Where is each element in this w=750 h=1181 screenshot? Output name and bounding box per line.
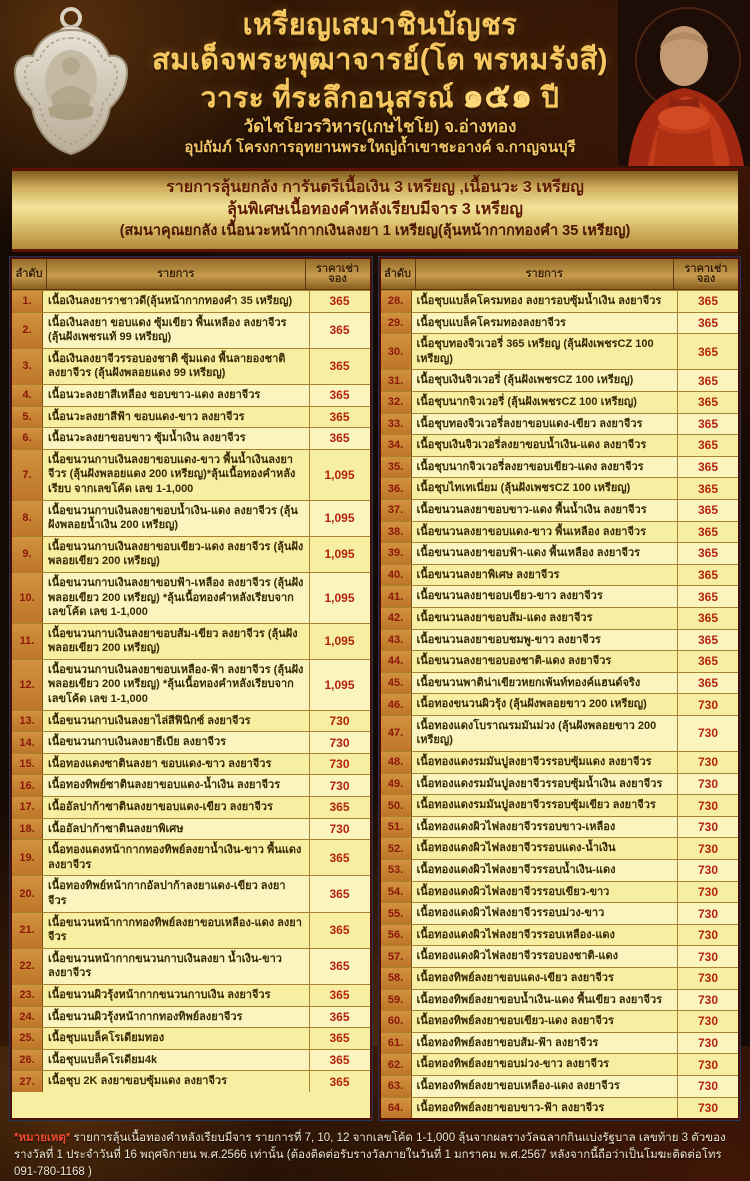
row-number: 20.: [12, 876, 43, 911]
row-number: 10.: [12, 573, 43, 623]
row-item: เนื้อเงินลงยา ขอบแดง ซุ้มเขียว พื้นเหลือง ลงยาจีวร (ลุ้นฝังเพชรแท้ 99 เหรียญ): [43, 313, 310, 348]
table-row: [12, 984, 370, 1006]
row-number: 59.: [381, 990, 412, 1011]
table-row: [381, 672, 739, 694]
row-number: 27.: [12, 1071, 43, 1092]
row-item: เนื้อทองทิพย์ลงยาขอบเหลือง-แดง ลงยาจีวร: [412, 1076, 679, 1097]
table-row: [381, 477, 739, 499]
table-row: [12, 753, 370, 775]
table-body-left: [12, 290, 370, 1118]
row-item: เนื้อทองแดงผิวไฟลงยาจีวรรอบน้ำเงิน-แดง: [412, 860, 679, 881]
table-row: [381, 413, 739, 435]
row-item: เนื้อทองทิพย์ลงยาขอบส้ม-ฟ้า ลงยาจีวร: [412, 1033, 679, 1054]
row-price: 730: [678, 990, 738, 1011]
row-item: เนื้อทองทิพย์ลงยาขอบขาว-ฟ้า ลงยาจีวร: [412, 1098, 679, 1119]
row-price: 730: [678, 774, 738, 795]
note-text: รายการลุ้นเนื้อทองคำหลังเรียบมีจาร รายการที่ 7, 10, 12 จากเลขโค้ด 1-1,000 ลุ้นจากผลรางวัลฉลากกินแบ่งรัฐบาล เลขท้าย 3 ตัวของรางวัลที่ 1 ประจำวันที่ 16 พฤศจิกายน พ.ศ.2566 เท่านั้น (ต้องติดต่อรับรางวัลภายในวันที่ 1 มกราคม พ.ศ.2567 หลังจากนี้ถือว่าเป็นโมฆะติดต่อโทร 091-780-1168 ): [14, 1132, 726, 1179]
monk-photo: [618, 0, 750, 166]
row-item: เนื้อชุบแบล็คโครมทองลงยาจีวร: [412, 313, 679, 334]
banner-line3: (สมนาคุณยกลัง เนื้อนวะหน้ากากเงินลงยา 1 เหรียญ(ลุ้นหน้ากากทองคำ 35 เหรียญ): [119, 223, 631, 239]
row-item: เนื้อทองแดงหน้ากากทองทิพย์ลงยาน้ำเงิน-ขาว พื้นแดง ลงยาจีวร: [43, 840, 310, 875]
row-price: 365: [329, 850, 350, 865]
table-row: [12, 796, 370, 818]
banner-line2: ลุ้นพิเศษเนื้อทองคำหลังเรียบมีจาร 3 เหรียญ: [227, 201, 523, 218]
row-item: เนื้อชุบเงินจิวเวอรี่ (ลุ้นฝังเพชรCZ 100 เหรียญ): [412, 370, 679, 391]
row-price: 1,095: [310, 573, 370, 623]
row-item: เนื้อทองแดงผิวไฟลงยาจีวรรอบเหลือง-แดง: [412, 925, 679, 946]
row-item: เนื้อทองแดงรมมันปูลงยาจีวรรอบซุ้มแดง ลงยาจีวร: [412, 752, 679, 773]
table-row: [12, 290, 370, 312]
row-item: เนื้อขนวนกาบเงินลงยาขอบแดง-ขาว พื้นน้ำเงินลงยาจีวร (ลุ้นฝังพลอยแดง 200 เหรียญ)*ลุ้นเนื้อทองคำหลังเรียบ จากเลขโค้ด เลข 1-1,000: [43, 450, 310, 500]
table-row: [12, 500, 370, 536]
note-label: *หมายเหตุ*: [14, 1132, 71, 1145]
row-price: 730: [697, 1057, 719, 1072]
row-item: เนื้อขนวนหน้ากากขนวนกาบเงินลงยา น้ำเงิน-ขาว ลงยาจีวร: [43, 949, 310, 984]
row-price: 1,095: [310, 660, 370, 710]
row-number: 51.: [381, 817, 412, 838]
row-price: 730: [678, 716, 738, 751]
table-row: [381, 456, 739, 478]
row-item: เนื้อทองขนวนผิวรุ้ง (ลุ้นฝังพลอยขาว 200 เหรียญ): [412, 694, 679, 715]
row-number: 21.: [12, 913, 43, 948]
row-price: 730: [310, 732, 370, 753]
row-price: 730: [697, 697, 719, 712]
row-number: 45.: [381, 673, 412, 694]
table-header-row: [381, 259, 739, 290]
table-row: [381, 333, 739, 369]
row-price: 365: [697, 568, 719, 583]
row-price: 365: [697, 611, 719, 626]
row-item: เนื้อชุบ 2K ลงยาขอบซุ้มแดง ลงยาจีวร: [43, 1071, 310, 1092]
row-number: 44.: [381, 651, 412, 672]
row-number: 57.: [381, 946, 412, 967]
row-number: 24.: [12, 1007, 43, 1028]
row-item: เนื้อขนวนลงยาขอบชมพู-ขาว ลงยาจีวร: [412, 630, 679, 651]
table-row: [381, 1097, 739, 1119]
table-row: [12, 427, 370, 449]
row-number: 4.: [12, 385, 43, 406]
title-line3-prefix: วาระ ที่ระลึกอนุสรณ์: [200, 82, 455, 113]
row-number: 53.: [381, 860, 412, 881]
table-row: [12, 623, 370, 659]
row-item: เนื้อทองแดงโบราณรมมันม่วง (ลุ้นฝังพลอยขาว 200 เหรียญ): [412, 716, 679, 751]
row-price: 365: [678, 673, 738, 694]
table-row: [381, 837, 739, 859]
row-number: 56.: [381, 925, 412, 946]
table-row: [381, 629, 739, 651]
title-block: [130, 8, 630, 158]
table-row: [381, 715, 739, 751]
amulet-image: [6, 4, 136, 164]
row-item: เนื้อขนวนหน้ากากทองทิพย์ลงยาขอบเหลือง-แดง ลงยาจีวร: [43, 913, 310, 948]
row-number: 28.: [381, 291, 412, 312]
row-price: 365: [310, 1007, 370, 1028]
table-row: [12, 839, 370, 875]
row-price: 365: [310, 385, 370, 406]
table-row: [381, 650, 739, 672]
price-table-right: [379, 257, 741, 1120]
row-item: เนื้อทองแดงผิวไฟลงยาจีวรรอบเขียว-ขาว: [412, 882, 679, 903]
table-row: [381, 434, 739, 456]
poster-title-line1: เหรียญเสมาชินบัญชร: [242, 9, 518, 41]
row-number: 31.: [381, 370, 412, 391]
row-number: 2.: [12, 313, 43, 348]
row-item: เนื้อเงินลงยาราชาวดี(ลุ้นหน้ากากทองคำ 35 เหรียญ): [43, 291, 310, 312]
table-row: [381, 924, 739, 946]
row-price: 730: [697, 971, 719, 986]
row-number: 36.: [381, 478, 412, 499]
poster-title-line3: [130, 78, 630, 116]
row-item: เนื้อนวะลงยาสีเหลือง ขอบขาว-แดง ลงยาจีวร: [43, 385, 310, 406]
row-price: 365: [329, 923, 350, 938]
row-price: 730: [678, 1076, 738, 1097]
row-price: 1,095: [324, 467, 355, 482]
title-line3-suffix: ปี: [541, 82, 560, 113]
row-item: เนื้อขนวนลงยาขอบแดง-ขาว พื้นเหลือง ลงยาจีวร: [412, 522, 679, 543]
row-number: 32.: [381, 392, 412, 413]
row-price: 365: [329, 1074, 350, 1089]
row-item: เนื้อทองแดงผิวไฟลงยาจีวรรอบองชาติ-แดง: [412, 946, 679, 967]
row-item: เนื้อขนวนกาบเงินลงยาธีเบีย ลงยาจีวร: [43, 732, 310, 753]
row-price: 730: [678, 903, 738, 924]
row-item: เนื้อชุบแบล็คโครมทอง ลงยารอบซุ้มน้ำเงิน ลงยาจีวร: [412, 291, 679, 312]
row-item: เนื้อขนวนลงยาขอบฟ้า-แดง พื้นเหลือง ลงยาจีวร: [412, 543, 679, 564]
poster-title-line2: สมเด็จพระพุฒาจารย์(โต พรหมรังสี): [152, 44, 608, 76]
row-price: 365: [678, 313, 738, 334]
row-number: 3.: [12, 349, 43, 384]
table-row: [381, 967, 739, 989]
row-price: 730: [697, 798, 719, 813]
row-number: 18.: [12, 819, 43, 840]
table-row: [381, 945, 739, 967]
row-number: 13.: [12, 711, 43, 732]
table-row: [12, 449, 370, 500]
row-number: 6.: [12, 428, 43, 449]
row-item: เนื้อทองทิพย์หน้ากากอัลปาก้าลงยาแดง-เขียว ลงยาจีวร: [43, 876, 310, 911]
row-item: เนื้อนวะลงยาสีฟ้า ขอบแดง-ขาว ลงยาจีวร: [43, 407, 310, 428]
row-number: 40.: [381, 565, 412, 586]
table-row: [12, 774, 370, 796]
row-price: 730: [310, 775, 370, 796]
row-item: เนื้อชุบนากจิวเวอรี่ลงยาขอบเขียว-แดง ลงยาจีวร: [412, 457, 679, 478]
row-item: เนื้อชุบแบล็คโรเดียม4k: [43, 1050, 310, 1071]
row-price: 730: [310, 819, 370, 840]
row-number: 43.: [381, 630, 412, 651]
table-row: [12, 1006, 370, 1028]
row-number: 48.: [381, 752, 412, 773]
row-item: เนื้อขนวนลงยาขอบส้ม-แดง ลงยาจีวร: [412, 608, 679, 629]
row-price: 365: [697, 654, 719, 669]
table-row: [381, 794, 739, 816]
row-number: 30.: [381, 334, 412, 369]
row-item: เนื้อชุบทองจิวเวอรี่ 365 เหรียญ (ลุ้นฝังเพชรCZ 100 เหรียญ): [412, 334, 679, 369]
row-price: 365: [678, 630, 738, 651]
header-price: ราคาเช่าจอง: [684, 263, 728, 285]
row-item: เนื้อขนวนกาบเงินลงยาไล่สีฟินิกซ์ ลงยาจีวร: [43, 711, 310, 732]
footer-note: [14, 1130, 736, 1181]
row-number: 23.: [12, 985, 43, 1006]
row-number: 37.: [381, 500, 412, 521]
row-item: เนื้ออัลปาก้าซาตินลงยาพิเศษ: [43, 819, 310, 840]
table-row: [12, 659, 370, 710]
promo-banner: [12, 168, 738, 252]
row-item: เนื้อขนวนกาบเงินลงยาขอบเขียว-แดง ลงยาจีวร (ลุ้นฝังพลอยเขียว 200 เหรียญ): [43, 537, 310, 572]
row-number: 64.: [381, 1098, 412, 1119]
table-row: [381, 564, 739, 586]
row-number: 50.: [381, 795, 412, 816]
sema-amulet-icon: [6, 4, 136, 164]
row-price: 730: [697, 884, 719, 899]
row-item: เนื้อทองแดงรมมันปูลงยาจีวรรอบซุ้มเขียว ลงยาจีวร: [412, 795, 679, 816]
table-row: [381, 290, 739, 312]
table-row: [12, 710, 370, 732]
table-row: [12, 348, 370, 384]
row-item: เนื้อขนวนลงยาขอบขาว-แดง พื้นน้ำเงิน ลงยาจีวร: [412, 500, 679, 521]
row-number: 5.: [12, 407, 43, 428]
row-number: 11.: [12, 624, 43, 659]
row-item: เนื้อนวะลงยาขอบขาว ซุ้มน้ำเงิน ลงยาจีวร: [43, 428, 310, 449]
row-price: 730: [678, 860, 738, 881]
row-item: เนื้อทองทิพย์ลงยาขอบน้ำเงิน-แดง พื้นเขียว ลงยาจีวร: [412, 990, 679, 1011]
header-item: รายการ: [416, 259, 675, 289]
row-item: เนื้อขนวนพาติน่าเขียวหยกเพ้นท์ทองค์แฮนด์จริง: [412, 673, 679, 694]
row-price: 365: [697, 438, 719, 453]
row-number: 1.: [12, 291, 43, 312]
table-row: [381, 542, 739, 564]
price-tables: [10, 257, 740, 1120]
table-row: [381, 499, 739, 521]
row-number: 35.: [381, 457, 412, 478]
row-price: 365: [697, 481, 719, 496]
row-number: 22.: [12, 949, 43, 984]
table-row: [12, 384, 370, 406]
row-price: 365: [329, 800, 350, 815]
row-price: 730: [329, 713, 350, 728]
row-price: 365: [329, 1031, 350, 1046]
header: [0, 0, 750, 166]
table-row: [381, 751, 739, 773]
row-price: 1,095: [324, 547, 355, 562]
table-row: [381, 391, 739, 413]
row-price: 365: [310, 949, 370, 984]
row-item: เนื้อทองแดงผิวไฟลงยาจีวรรอบขาว-เหลือง: [412, 817, 679, 838]
header-no: ลำดับ: [381, 259, 416, 289]
row-item: เนื้อชุบแบล็คโรเดียมทอง: [43, 1028, 310, 1049]
row-price: 365: [329, 294, 350, 309]
table-row: [381, 989, 739, 1011]
row-item: เนื้ออัลปาก้าซาตินลงยาขอบแดง-เขียว ลงยาจีวร: [43, 797, 310, 818]
banner-line1: รายการลุ้นยกลัง การันตรีเนื้อเงิน 3 เหรียญ ,เนื้อนวะ 3 เหรียญ: [166, 179, 584, 196]
table-body-right: [381, 290, 739, 1118]
row-item: เนื้อขนวนลงยาขอบองชาติ-แดง ลงยาจีวร: [412, 651, 679, 672]
table-row: [381, 521, 739, 543]
row-number: 19.: [12, 840, 43, 875]
table-row: [12, 875, 370, 911]
row-item: เนื้อชุบทองจิวเวอรี่ลงยาขอบแดง-เขียว ลงยาจีวร: [412, 414, 679, 435]
row-number: 52.: [381, 838, 412, 859]
row-price: 365: [329, 359, 350, 374]
row-number: 42.: [381, 608, 412, 629]
header-no: ลำดับ: [12, 259, 47, 289]
sponsor-line: อุปถัมภ์ โครงการอุทยานพระใหญ่ถ้ำเขาชะอางค์ จ.กาญจนบุรี: [184, 139, 576, 156]
row-item: เนื้อขนวนผิวรุ้งหน้ากากขนวนกาบเงิน ลงยาจีวร: [43, 985, 310, 1006]
row-item: เนื้อทองแดงผิวไฟลงยาจีวรรอบม่วง-ขาว: [412, 903, 679, 924]
row-item: เนื้อขนวนกาบเงินลงยาขอบเหลือง-ฟ้า ลงยาจีวร (ลุ้นฝังพลอยเขียว 200 เหรียญ) *ลุ้นเนื้อทองคำหลังเรียบจากเลขโค้ด เลข 1-1,000: [43, 660, 310, 710]
row-price: 730: [697, 841, 719, 856]
table-row: [12, 1049, 370, 1071]
table-header-row: [12, 259, 370, 290]
row-price: 365: [310, 313, 370, 348]
table-row: [12, 1070, 370, 1092]
row-item: เนื้อทองแดงรมมันปูลงยาจีวรรอบซุ้มน้ำเงิน ลงยาจีวร: [412, 774, 679, 795]
row-item: เนื้อเงินลงยาจีวรรอบองชาติ ซุ้มแดง พื้นลายองชาติ ลงยาจีวร (ลุ้นฝังพลอยแดง 99 เหรียญ): [43, 349, 310, 384]
table-row: [12, 818, 370, 840]
row-item: เนื้อทองทิพย์ลงยาขอบแดง-เขียว ลงยาจีวร: [412, 968, 679, 989]
table-row: [381, 1075, 739, 1097]
table-row: [381, 312, 739, 334]
header-price: ราคาเช่าจอง: [315, 263, 360, 285]
row-price: 730: [697, 755, 719, 770]
row-number: 12.: [12, 660, 43, 710]
table-row: [381, 1010, 739, 1032]
table-row: [381, 369, 739, 391]
row-item: เนื้อขนวนกาบเงินลงยาขอบฟ้า-เหลือง ลงยาจีวร (ลุ้นฝังพลอยเขียว 200 เหรียญ) *ลุ้นเนื้อทองคำหลังเรียบจากเลขโค้ด เลข 1-1,000: [43, 573, 310, 623]
row-price: 1,095: [324, 634, 355, 649]
temple-name: วัดไชโยวรวิหาร(เกษไชโย) จ.อ่างทอง: [243, 117, 517, 136]
row-item: เนื้อทองทิพย์ลงยาขอบเขียว-แดง ลงยาจีวร: [412, 1011, 679, 1032]
row-price: 730: [697, 1100, 719, 1115]
row-price: 365: [678, 586, 738, 607]
row-number: 9.: [12, 537, 43, 572]
table-row: [381, 1053, 739, 1075]
row-price: 365: [310, 876, 370, 911]
row-price: 730: [697, 1014, 719, 1029]
table-row: [381, 881, 739, 903]
row-price: 365: [697, 524, 719, 539]
row-price: 365: [697, 294, 719, 309]
row-number: 54.: [381, 882, 412, 903]
table-row: [12, 312, 370, 348]
row-number: 33.: [381, 414, 412, 435]
row-number: 60.: [381, 1011, 412, 1032]
row-number: 29.: [381, 313, 412, 334]
row-price: 365: [678, 370, 738, 391]
row-number: 61.: [381, 1033, 412, 1054]
row-number: 25.: [12, 1028, 43, 1049]
row-number: 34.: [381, 435, 412, 456]
row-number: 46.: [381, 694, 412, 715]
row-price: 365: [678, 457, 738, 478]
row-number: 55.: [381, 903, 412, 924]
row-price: 730: [678, 817, 738, 838]
row-price: 365: [310, 428, 370, 449]
row-number: 58.: [381, 968, 412, 989]
table-row: [12, 406, 370, 428]
price-table-left: [10, 257, 372, 1120]
anniversary-number: ๑๕๑: [462, 77, 533, 115]
table-row: [381, 1032, 739, 1054]
row-price: 365: [329, 988, 350, 1003]
row-item: เนื้อทองแดงซาตินลงยา ขอบแดง-ขาว ลงยาจีวร: [43, 754, 310, 775]
table-row: [12, 731, 370, 753]
table-row: [12, 536, 370, 572]
row-price: 730: [678, 946, 738, 967]
row-number: 17.: [12, 797, 43, 818]
table-row: [381, 585, 739, 607]
row-number: 14.: [12, 732, 43, 753]
table-row: [12, 572, 370, 623]
row-item: เนื้อชุบนากจิวเวอรี่ (ลุ้นฝังเพชรCZ 100 เหรียญ): [412, 392, 679, 413]
row-item: เนื้อขนวนลงยาขอบเขียว-ขาว ลงยาจีวร: [412, 586, 679, 607]
table-row: [381, 607, 739, 629]
row-number: 63.: [381, 1076, 412, 1097]
header-item: รายการ: [47, 259, 306, 289]
row-price: 730: [329, 757, 350, 772]
row-number: 47.: [381, 716, 412, 751]
row-number: 8.: [12, 501, 43, 536]
row-number: 15.: [12, 754, 43, 775]
row-number: 49.: [381, 774, 412, 795]
row-item: เนื้อชุบเงินจิวเวอรี่ลงยาขอบน้ำเงิน-แดง ลงยาจีวร: [412, 435, 679, 456]
row-number: 16.: [12, 775, 43, 796]
row-item: เนื้อขนวนกาบเงินลงยาขอบน้ำเงิน-แดง ลงยาจีวร (ลุ้นฝังพลอยน้ำเงิน 200 เหรียญ): [43, 501, 310, 536]
row-price: 730: [697, 928, 719, 943]
row-item: เนื้อทองแดงผิวไฟลงยาจีวรรอบแดง-น้ำเงิน: [412, 838, 679, 859]
row-number: 39.: [381, 543, 412, 564]
row-number: 62.: [381, 1054, 412, 1075]
table-row: [12, 948, 370, 984]
row-item: เนื้อทองทิพย์ลงยาขอบม่วง-ขาว ลงยาจีวร: [412, 1054, 679, 1075]
row-price: 365: [697, 395, 719, 410]
row-price: 365: [678, 414, 738, 435]
table-row: [381, 816, 739, 838]
row-price: 365: [697, 344, 719, 359]
row-item: เนื้อทองทิพย์ซาตินลงยาขอบแดง-น้ำเงิน ลงยาจีวร: [43, 775, 310, 796]
row-item: เนื้อขนวนลงยาพิเศษ ลงยาจีวร: [412, 565, 679, 586]
row-price: 365: [329, 409, 350, 424]
table-row: [381, 859, 739, 881]
row-number: 41.: [381, 586, 412, 607]
row-item: เนื้อชุบไทเทเนี่ยม (ลุ้นฝังเพชรCZ 100 เหรียญ): [412, 478, 679, 499]
table-row: [12, 912, 370, 948]
row-price: 365: [678, 500, 738, 521]
row-price: 365: [310, 1050, 370, 1071]
table-row: [381, 693, 739, 715]
row-number: 38.: [381, 522, 412, 543]
row-number: 7.: [12, 450, 43, 500]
row-price: 1,095: [310, 501, 370, 536]
row-price: 365: [678, 543, 738, 564]
row-price: 730: [678, 1033, 738, 1054]
table-row: [381, 902, 739, 924]
table-row: [381, 773, 739, 795]
row-number: 26.: [12, 1050, 43, 1071]
row-item: เนื้อขนวนกาบเงินลงยาขอบส้ม-เขียว ลงยาจีวร (ลุ้นฝังพลอยเขียว 200 เหรียญ): [43, 624, 310, 659]
row-item: เนื้อขนวนผิวรุ้งหน้ากากทองทิพย์ลงยาจีวร: [43, 1007, 310, 1028]
monk-portrait-icon: [618, 0, 750, 166]
